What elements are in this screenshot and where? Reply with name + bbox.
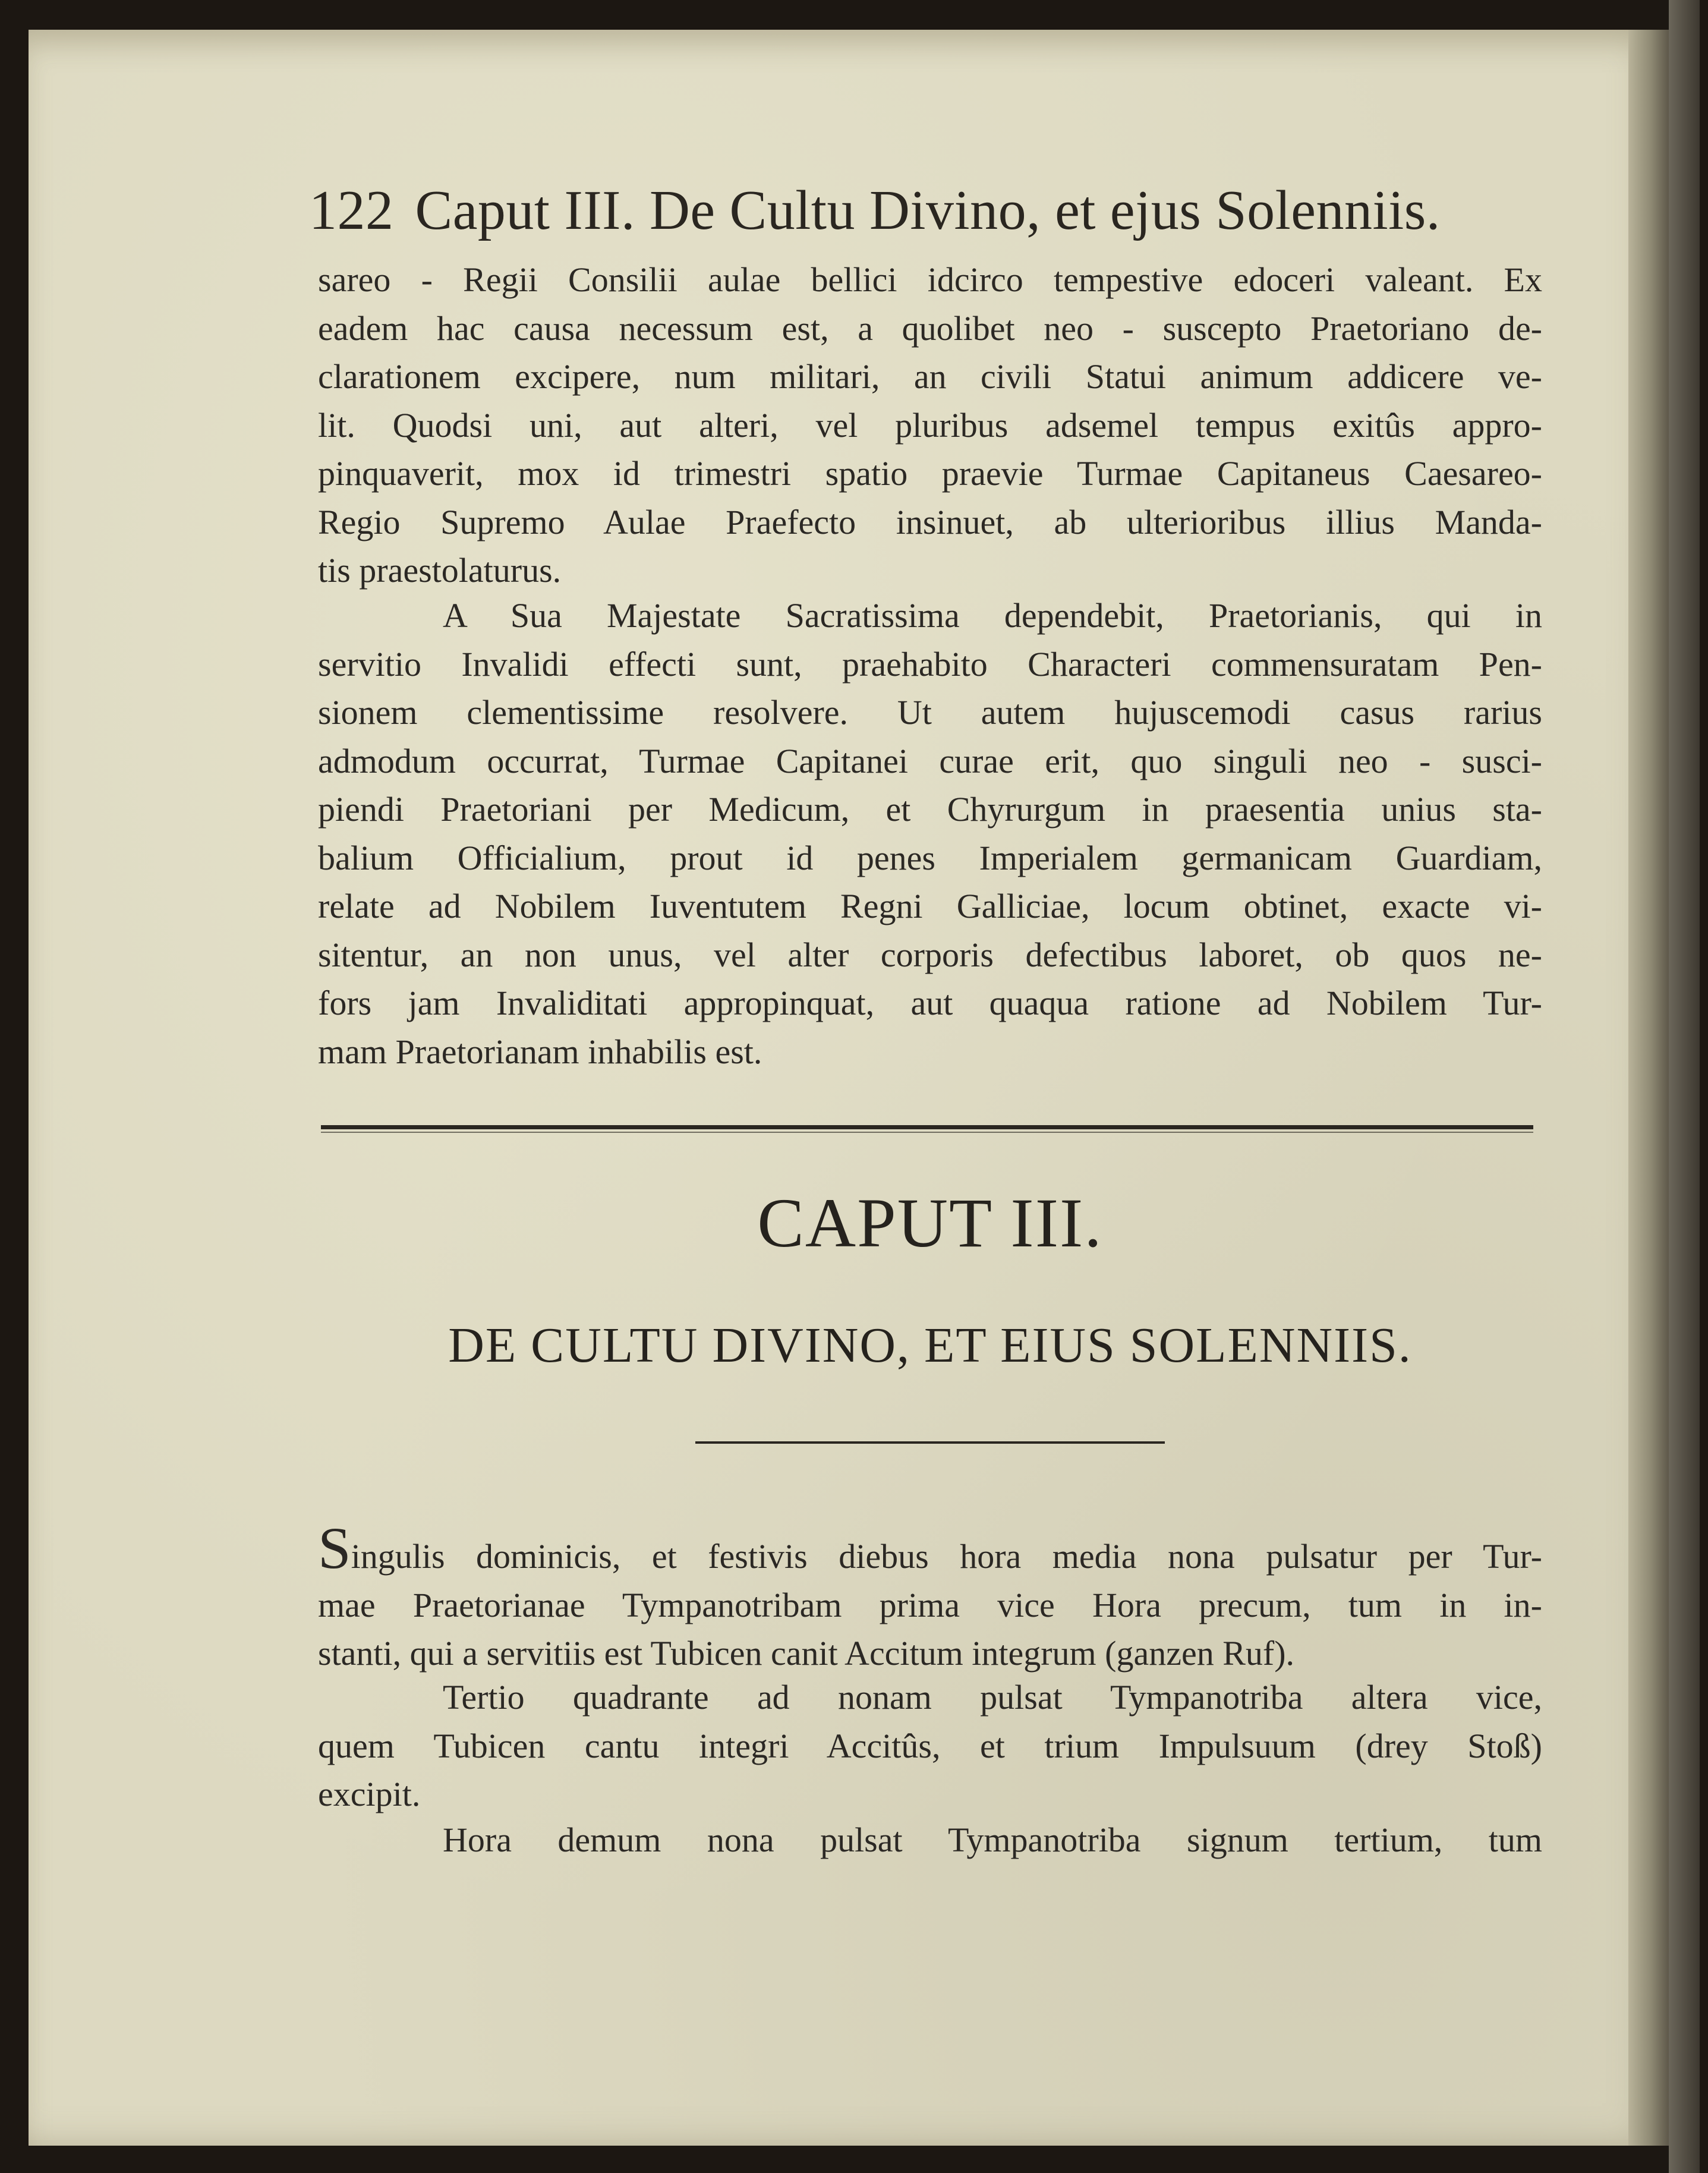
page-gutter-shadow bbox=[1628, 30, 1669, 2146]
text-line: relate ad Nobilem Iuventutem Regni Galliciae, locum obtinet, exacte vi- bbox=[318, 887, 1542, 925]
text-line: clarationem excipere, num militari, an civili Statui animum addicere ve- bbox=[318, 357, 1542, 396]
text-line: sareo - Regii Consilii aulae bellici idcirco tempestive edoceri valeant. Ex bbox=[318, 260, 1542, 299]
page-number: 122 bbox=[309, 179, 394, 241]
text-line: lit. Quodsi uni, aut alteri, vel pluribus adsemel tempus exitûs appro- bbox=[318, 405, 1542, 445]
text-line: pinquaverit, mox id trimestri spatio praevie Turmae Capitaneus Caesareo- bbox=[318, 454, 1542, 493]
chapter-title: CAPUT III. bbox=[757, 1184, 1103, 1262]
text-line: admodum occurrat, Turmae Capitanei curae erit, quo singuli neo - susci- bbox=[318, 741, 1542, 780]
running-title: Caput III. De Cultu Divino, et ejus Solenniis. bbox=[415, 179, 1441, 241]
text-line bbox=[318, 1515, 1542, 1581]
text-line: quem Tubicen cantu integri Accitûs, et trium Impulsuum (drey Stoß) bbox=[318, 1726, 1542, 1765]
chapter-subtitle: DE CULTU DIVINO, ET EIUS SOLENNIIS. bbox=[448, 1318, 1412, 1373]
text-line: stanti, qui a servitiis est Tubicen canit Accitum integrum (ganzen Ruf). bbox=[318, 1634, 1295, 1673]
text-line: eadem hac causa necessum est, a quolibet neo - suscepto Praetoriano de- bbox=[318, 308, 1542, 348]
binding-edge bbox=[1669, 0, 1700, 2173]
text-span: ingulis dominicis, et festivis diebus hora media nona pulsatur per Tur- bbox=[351, 1537, 1542, 1576]
paragraph-2 bbox=[318, 591, 1542, 1076]
chapter-divider-rule bbox=[695, 1441, 1165, 1444]
text-line: sionem clementissime resolvere. Ut autem hujuscemodi casus rarius bbox=[318, 693, 1542, 732]
text-line: sitentur, an non unus, vel alter corporis defectibus laboret, ob quos ne- bbox=[318, 935, 1542, 974]
text-line: mae Praetorianae Tympanotribam prima vice Hora precum, tum in in- bbox=[318, 1585, 1542, 1624]
text-line: piendi Praetoriani per Medicum, et Chyrurgum in praesentia unius sta- bbox=[318, 790, 1542, 829]
paragraph-4 bbox=[318, 1673, 1542, 1819]
text-line: Hora demum nona pulsat Tympanotriba signum tertium, tum bbox=[443, 1821, 1542, 1859]
text-line: Regio Supremo Aulae Praefecto insinuet, ab ulterioribus illius Manda- bbox=[318, 502, 1542, 541]
paragraph-5 bbox=[318, 1816, 1542, 1865]
section-separator-rule-thin bbox=[321, 1132, 1533, 1133]
paragraph-1 bbox=[318, 256, 1542, 595]
running-header bbox=[309, 178, 1474, 243]
text-line: A Sua Majestate Sacratissima dependebit, Praetorianis, qui in bbox=[443, 596, 1542, 635]
drop-cap: S bbox=[318, 1515, 351, 1581]
text-line: mam Praetorianam inhabilis est. bbox=[318, 1032, 762, 1071]
paragraph-3 bbox=[318, 1515, 1542, 1678]
text-line: Tertio quadrante ad nonam pulsat Tympanotriba altera vice, bbox=[443, 1678, 1542, 1717]
text-line: balium Officialium, prout id penes Imperialem germanicam Guardiam, bbox=[318, 838, 1542, 877]
section-separator-rule bbox=[321, 1125, 1533, 1129]
text-line: servitio Invalidi effecti sunt, praehabito Characteri commensuratam Pen- bbox=[318, 644, 1542, 684]
text-line: tis praestolaturus. bbox=[318, 551, 562, 590]
text-line: excipit. bbox=[318, 1775, 421, 1813]
text-line: fors jam Invaliditati appropinquat, aut quaqua ratione ad Nobilem Tur- bbox=[318, 984, 1542, 1022]
